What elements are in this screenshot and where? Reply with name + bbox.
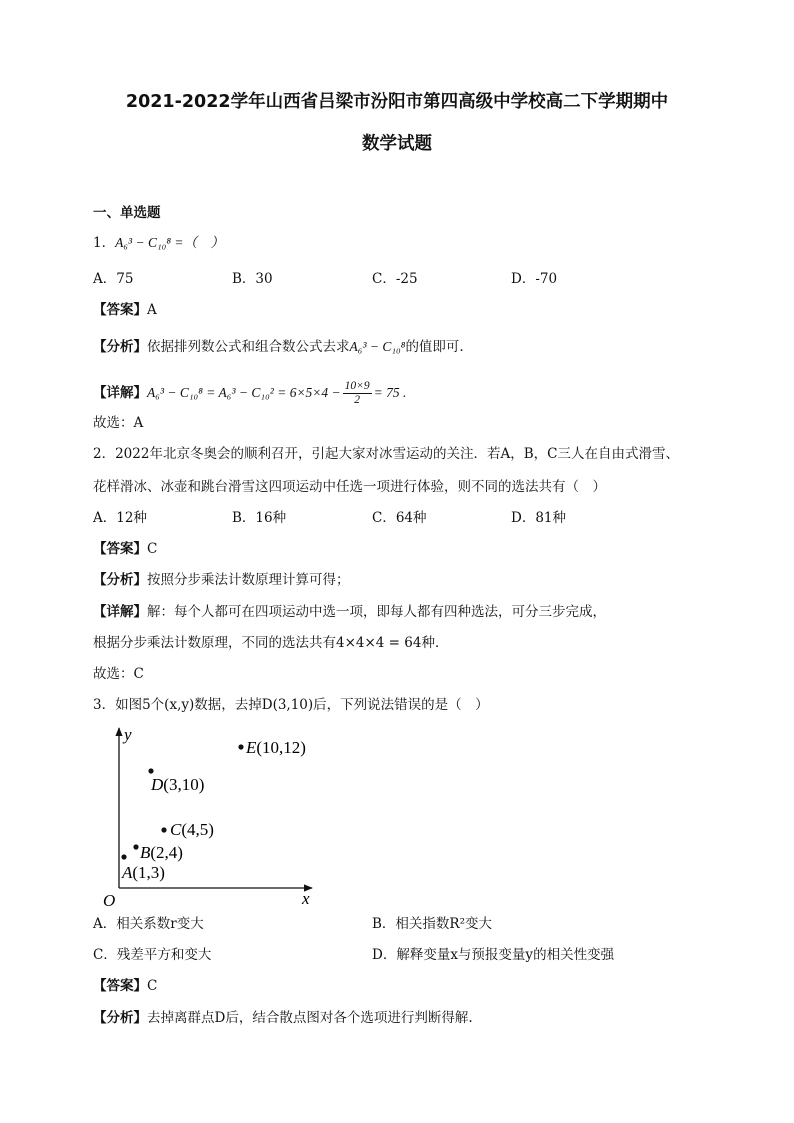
q1-option-a: A．75 [93,271,134,287]
q2-detail [93,602,606,622]
q1-conclusion: 故选：A [93,415,144,431]
page-title-line1: 2021-2022学年山西省吕梁市汾阳市第四高级中学校高二下学期期中 [125,92,669,112]
point-label-e: E(10,12) [246,738,306,757]
q2-analysis [93,570,350,590]
q1-answer [93,300,157,320]
point-b [133,844,138,849]
q3-option-c: C．残差平方和变大 [93,947,212,963]
analysis-tag: 【分析】 [93,572,147,588]
question-number: 3． [93,697,116,713]
analysis-text: 依据排列数公式和组合数公式去求 [147,339,350,355]
q2-detail-line2: 根据分步乘法计数原理，不同的选法共有4×4×4 = 64种． [93,635,449,651]
page-title-line2: 数学试题 [362,134,432,154]
question-3 [93,695,489,715]
question-text: 如图5个(x,y)数据，去掉D(3,10)后，下列说法错误的是（ ） [115,697,489,713]
analysis-tag: 【分析】 [93,339,147,355]
question-text-line1: 2022年北京冬奥会的顺利召开，引起大家对冰雪运动的关注．若A，B，C三人在自由式滑雪、 [115,446,679,462]
fraction-denominator: 2 [354,394,361,406]
answer-value: C [147,541,158,557]
q3-answer [93,976,157,996]
y-axis-label: y [124,725,132,744]
question-2 [93,444,679,464]
q1-option-c: C．-25 [372,271,418,287]
q1-option-d: D．-70 [511,271,558,287]
analysis-expression: A₆³ − C₁₀⁸ [349,339,406,354]
q3-analysis [93,1008,473,1028]
q1-detail [93,378,406,408]
detail-fraction [343,380,372,407]
question-expression: A₆³ − C₁₀⁸ =（ ） [115,235,225,250]
q1-analysis [93,337,464,357]
point-label-c: C(4,5) [170,820,214,839]
scatter-plot [100,722,330,910]
data-points [121,738,306,882]
analysis-tag: 【分析】 [93,1010,147,1026]
answer-value: C [147,978,158,994]
question-number: 2． [93,446,116,462]
q3-option-d: D．解释变量x与预报变量y的相关性变强 [372,947,615,963]
question-2-line2: 花样滑冰、冰壶和跳台滑雪这四项运动中任选一项进行体验，则不同的选法共有（ ） [93,479,606,495]
point-d [148,768,153,773]
answer-tag: 【答案】 [93,541,147,557]
origin-label: O [103,891,116,910]
q2-conclusion: 故选：C [93,666,144,682]
section-heading: 一、单选题 [93,205,161,221]
detail-tag: 【详解】 [93,604,147,620]
q2-option-b: B．16种 [232,510,287,526]
answer-tag: 【答案】 [93,302,147,318]
analysis-text-end: 的值即可. [405,339,464,355]
q2-option-d: D．81种 [511,510,567,526]
q1-option-b: B．30 [232,271,273,287]
point-c [161,827,166,832]
fraction-numerator: 10×9 [344,380,370,392]
q3-option-b: B．相关指数R²变大 [372,916,492,932]
detail-text-line1: 解：每个人都可在四项运动中选一项，即每人都有四种选法，可分三步完成， [147,604,606,620]
detail-tag: 【详解】 [93,385,147,401]
answer-value: A [147,302,157,318]
analysis-text: 按照分步乘法计数原理计算可得； [147,572,350,588]
q2-option-a: A．12种 [93,510,147,526]
x-axis-label: x [302,889,310,908]
q3-option-a: A．相关系数r变大 [93,916,204,932]
q2-answer [93,539,157,559]
detail-result: = 75 . [373,385,407,400]
analysis-text: 去掉离群点D后，结合散点图对各个选项进行判断得解. [147,1010,473,1026]
point-label-d: D(3,10) [151,775,205,794]
point-label-a: A(1,3) [122,863,165,882]
detail-expression: A₆³ − C₁₀⁸ = A₆³ − C₁₀² = 6×5×4 − [147,385,341,400]
q2-option-c: C．64种 [372,510,427,526]
point-label-b: B(2,4) [140,843,183,862]
answer-tag: 【答案】 [93,978,147,994]
point-e [238,744,243,749]
question-1 [93,233,224,253]
question-number: 1． [93,235,116,251]
point-a [121,854,126,859]
